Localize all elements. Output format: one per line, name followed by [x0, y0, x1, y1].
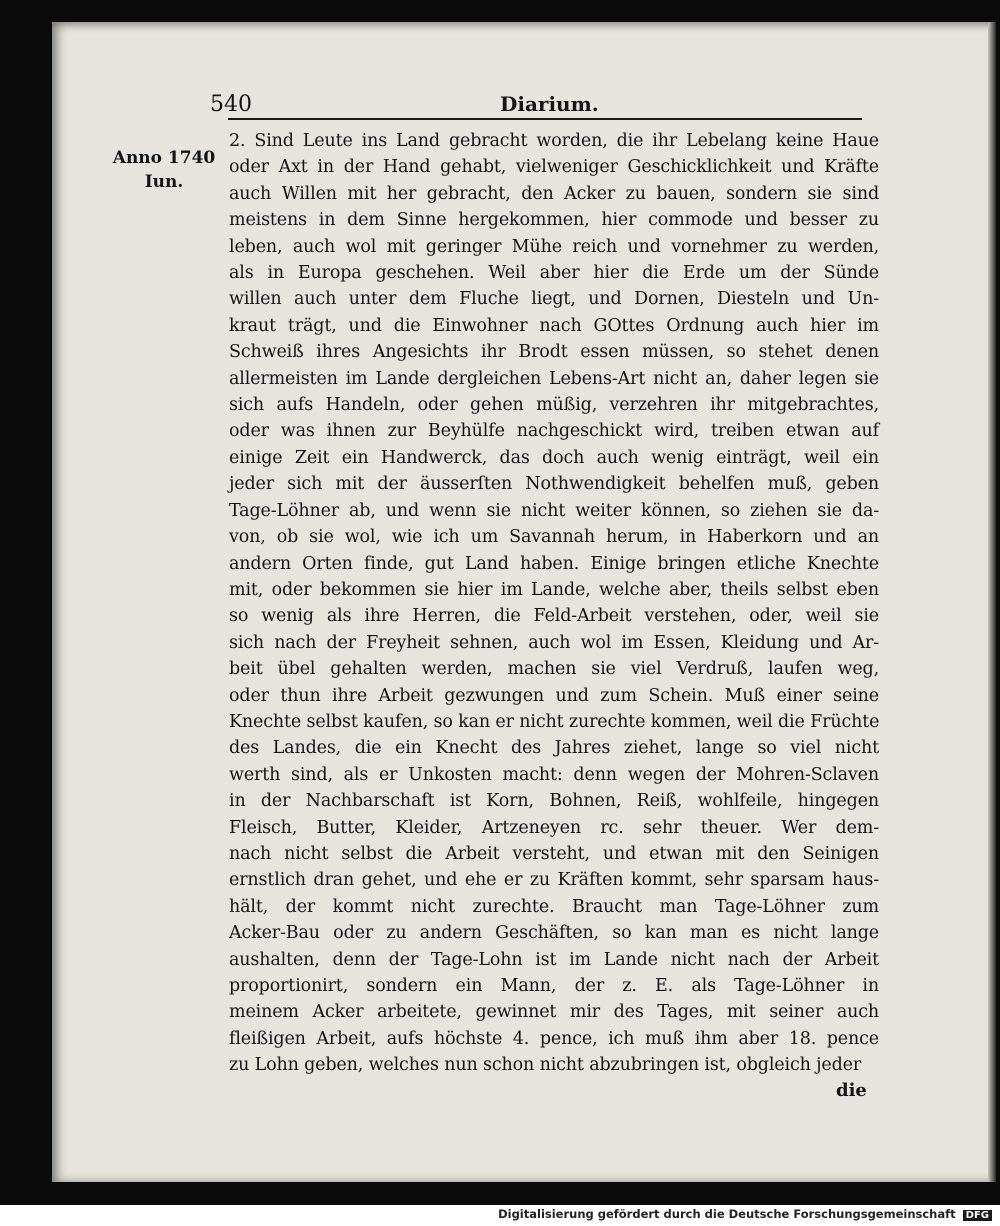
text-line: Tage-Löhner ab, und wenn sie nicht weiter können, so ziehen sie da- [229, 500, 879, 521]
footer-credit [498, 1207, 992, 1221]
text-line: von, ob sie wol, wie ich um Savannah herum, in Haberkorn und an [229, 527, 879, 548]
text-line: aushalten, denn der Tage-Lohn ist im Lande nicht nach der Arbeit [229, 949, 879, 970]
header-rule [228, 118, 862, 120]
text-line: Schweiß ihres Angesichts ihr Brodt essen müssen, so stehet denen [229, 342, 879, 363]
text-line: ernstlich dran gehet, und ehe er zu Kräften kommt, sehr sparsam haus- [229, 870, 879, 891]
body-text [229, 128, 879, 1079]
text-line: hält, der kommt nicht zurechte. Braucht man Tage-Löhner zum [229, 896, 879, 917]
text-line: 2. Sind Leute ins Land gebracht worden, die ihr Lebelang keine Haue [229, 131, 879, 151]
running-head: Diarium. [500, 92, 599, 116]
text-line: oder was ihnen zur Beyhülfe nachgeschickt wird, treiben etwan auf [229, 421, 879, 442]
footer-credit-text: Digitalisierung gefördert durch die Deutsche Forschungsgemeinschaft [498, 1207, 956, 1221]
text-line: Acker-Bau oder zu andern Geschäften, so kan man es nicht lange [229, 923, 879, 944]
text-line: auch Willen mit her gebracht, den Acker zu bauen, sondern sie sind [229, 183, 879, 204]
text-line: beit übel gehalten werden, machen sie viel Verdruß, laufen weg, [229, 659, 879, 680]
text-line: werth sind, als er Unkosten macht: denn wegen der Mohren-Sclaven [229, 764, 879, 785]
text-line: als in Europa geschehen. Weil aber hier die Erde um der Sünde [229, 263, 879, 284]
text-line: des Landes, die ein Knecht des Jahres ziehet, lange so viel nicht [229, 738, 879, 759]
text-line: nach nicht selbst die Arbeit versteht, und etwan mit den Seinigen [229, 843, 879, 864]
page-number: 540 [210, 92, 252, 117]
text-line: proportionirt, sondern ein Mann, der z. E. als Tage-Löhner in [229, 976, 879, 996]
margin-month: Iun. [144, 172, 184, 192]
text-line: jeder sich mit der äusserſten Nothwendigkeit behelfen muß, geben [229, 474, 879, 495]
text-line: oder thun ihre Arbeit gezwungen und zum Schein. Muß einer seine [229, 685, 879, 706]
text-line: einige Zeit ein Handwerck, das doch auch wenig einträgt, weil ein [229, 447, 879, 468]
page-header [210, 92, 870, 116]
text-line: willen auch unter dem Fluche liegt, und Dornen, Diesteln und Un- [229, 289, 879, 310]
text-line: oder Axt in der Hand gehabt, vielweniger Geschicklichkeit und Kräfte [229, 157, 879, 178]
text-line: so wenig als ihre Herren, die Feld-Arbeit verstehen, oder, weil sie [229, 606, 879, 627]
text-line: fleißigen Arbeit, aufs höchste 4. pence, ich muß ihm aber 18. pence [229, 1028, 879, 1049]
text-line: meinem Acker arbeitete, gewinnet mir des Tages, mit seiner auch [229, 1002, 879, 1023]
margin-year: Anno 1740 [112, 148, 216, 168]
text-line: zu Lohn geben, welches nun schon nicht abzubringen ist, obgleich jeder [229, 1055, 862, 1076]
dfg-logo: DFG [963, 1210, 992, 1221]
text-line: andern Orten finde, gut Land haben. Einige bringen etliche Knechte [229, 553, 879, 574]
page-edge-shadow [988, 22, 996, 1182]
text-line: allermeisten im Lande dergleichen Lebens-Art nicht an, daher legen sie [229, 368, 879, 389]
text-line: mit, oder bekommen sie hier im Lande, welche aber, theils selbst eben [229, 579, 879, 600]
text-line: sich nach der Freyheit sehnen, auch wol im Essen, Kleidung und Ar- [229, 632, 879, 653]
text-line: kraut trägt, und die Einwohner nach GOttes Ordnung auch hier im [229, 315, 879, 336]
margin-date-note [104, 146, 224, 194]
text-line: Fleisch, Butter, Kleider, Artzeneyen rc. sehr theuer. Wer dem- [229, 817, 879, 838]
text-line: leben, auch wol mit geringer Mühe reich und vornehmer zu werden, [229, 236, 879, 257]
text-line: meistens in dem Sinne hergekommen, hier commode und besser zu [229, 210, 879, 231]
catchword: die [836, 1080, 867, 1101]
text-line: in der Nachbarschaft ist Korn, Bohnen, Reiß, wohlfeile, hingegen [229, 791, 879, 812]
text-line: Knechte selbst kaufen, so kan er nicht zurechte kommen, weil die Früchte [229, 711, 880, 732]
text-line: sich aufs Handeln, oder gehen müßig, verzehren ihr mitgebrachtes, [229, 395, 879, 416]
